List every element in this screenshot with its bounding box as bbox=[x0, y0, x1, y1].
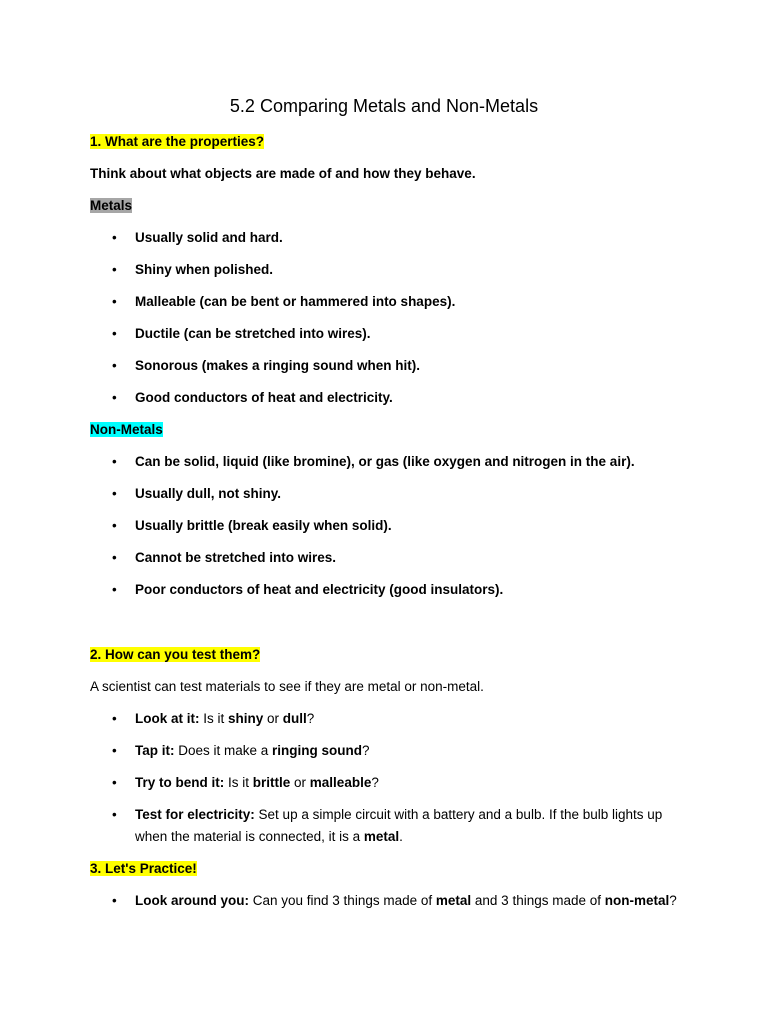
list-item: Shiny when polished. bbox=[135, 262, 274, 277]
list-item: Look around you: Can you find 3 things made of metal and 3 things made of non-metal? bbox=[135, 893, 677, 908]
bullet: • bbox=[112, 326, 117, 341]
list-item: Usually brittle (break easily when solid). bbox=[135, 518, 392, 533]
bullet: • bbox=[112, 358, 117, 373]
bullet: • bbox=[112, 743, 117, 758]
list-item: Good conductors of heat and electricity. bbox=[135, 390, 393, 405]
list-item: Test for electricity: Set up a simple circuit with a battery and a bulb. If the bulb lights up when the material is connected, it is a metal. bbox=[135, 807, 663, 844]
bullet: • bbox=[112, 390, 117, 405]
page-title: 5.2 Comparing Metals and Non-Metals bbox=[229, 96, 539, 116]
bullet: • bbox=[112, 230, 117, 245]
bullet: • bbox=[112, 582, 117, 597]
list-item: Usually dull, not shiny. bbox=[135, 486, 282, 501]
list-item: Try to bend it: Is it brittle or malleable? bbox=[135, 775, 379, 790]
bullet: • bbox=[112, 454, 117, 469]
list-item: Tap it: Does it make a ringing sound? bbox=[135, 743, 370, 758]
list-item: Cannot be stretched into wires. bbox=[135, 550, 337, 565]
list-item: Ductile (can be stretched into wires). bbox=[135, 326, 371, 341]
list-item: Look at it: Is it shiny or dull? bbox=[135, 711, 315, 726]
bullet: • bbox=[112, 262, 117, 277]
section-1-heading: 1. What are the properties? bbox=[90, 134, 265, 149]
list-item: Sonorous (makes a ringing sound when hit). bbox=[135, 358, 421, 373]
section-2-heading: 2. How can you test them? bbox=[90, 647, 261, 662]
list-item: Malleable (can be bent or hammered into shapes). bbox=[135, 294, 456, 309]
bullet: • bbox=[112, 550, 117, 565]
list-item: Can be solid, liquid (like bromine), or gas (like oxygen and nitrogen in the air). bbox=[135, 454, 635, 469]
bullet: • bbox=[112, 294, 117, 309]
section-2-intro: A scientist can test materials to see if they are metal or non-metal. bbox=[90, 679, 484, 694]
section-3-heading: 3. Let's Practice! bbox=[90, 861, 197, 876]
metals-label: Metals bbox=[90, 198, 133, 213]
list-item: Poor conductors of heat and electricity (good insulators). bbox=[135, 582, 504, 597]
bullet: • bbox=[112, 518, 117, 533]
bullet: • bbox=[112, 807, 117, 822]
bullet: • bbox=[112, 775, 117, 790]
nonmetals-label: Non-Metals bbox=[90, 422, 163, 437]
bullet: • bbox=[112, 486, 117, 501]
bullet: • bbox=[112, 893, 117, 908]
bullet: • bbox=[112, 711, 117, 726]
section-1-intro: Think about what objects are made of and how they behave. bbox=[90, 166, 476, 181]
list-item: Usually solid and hard. bbox=[135, 230, 283, 245]
